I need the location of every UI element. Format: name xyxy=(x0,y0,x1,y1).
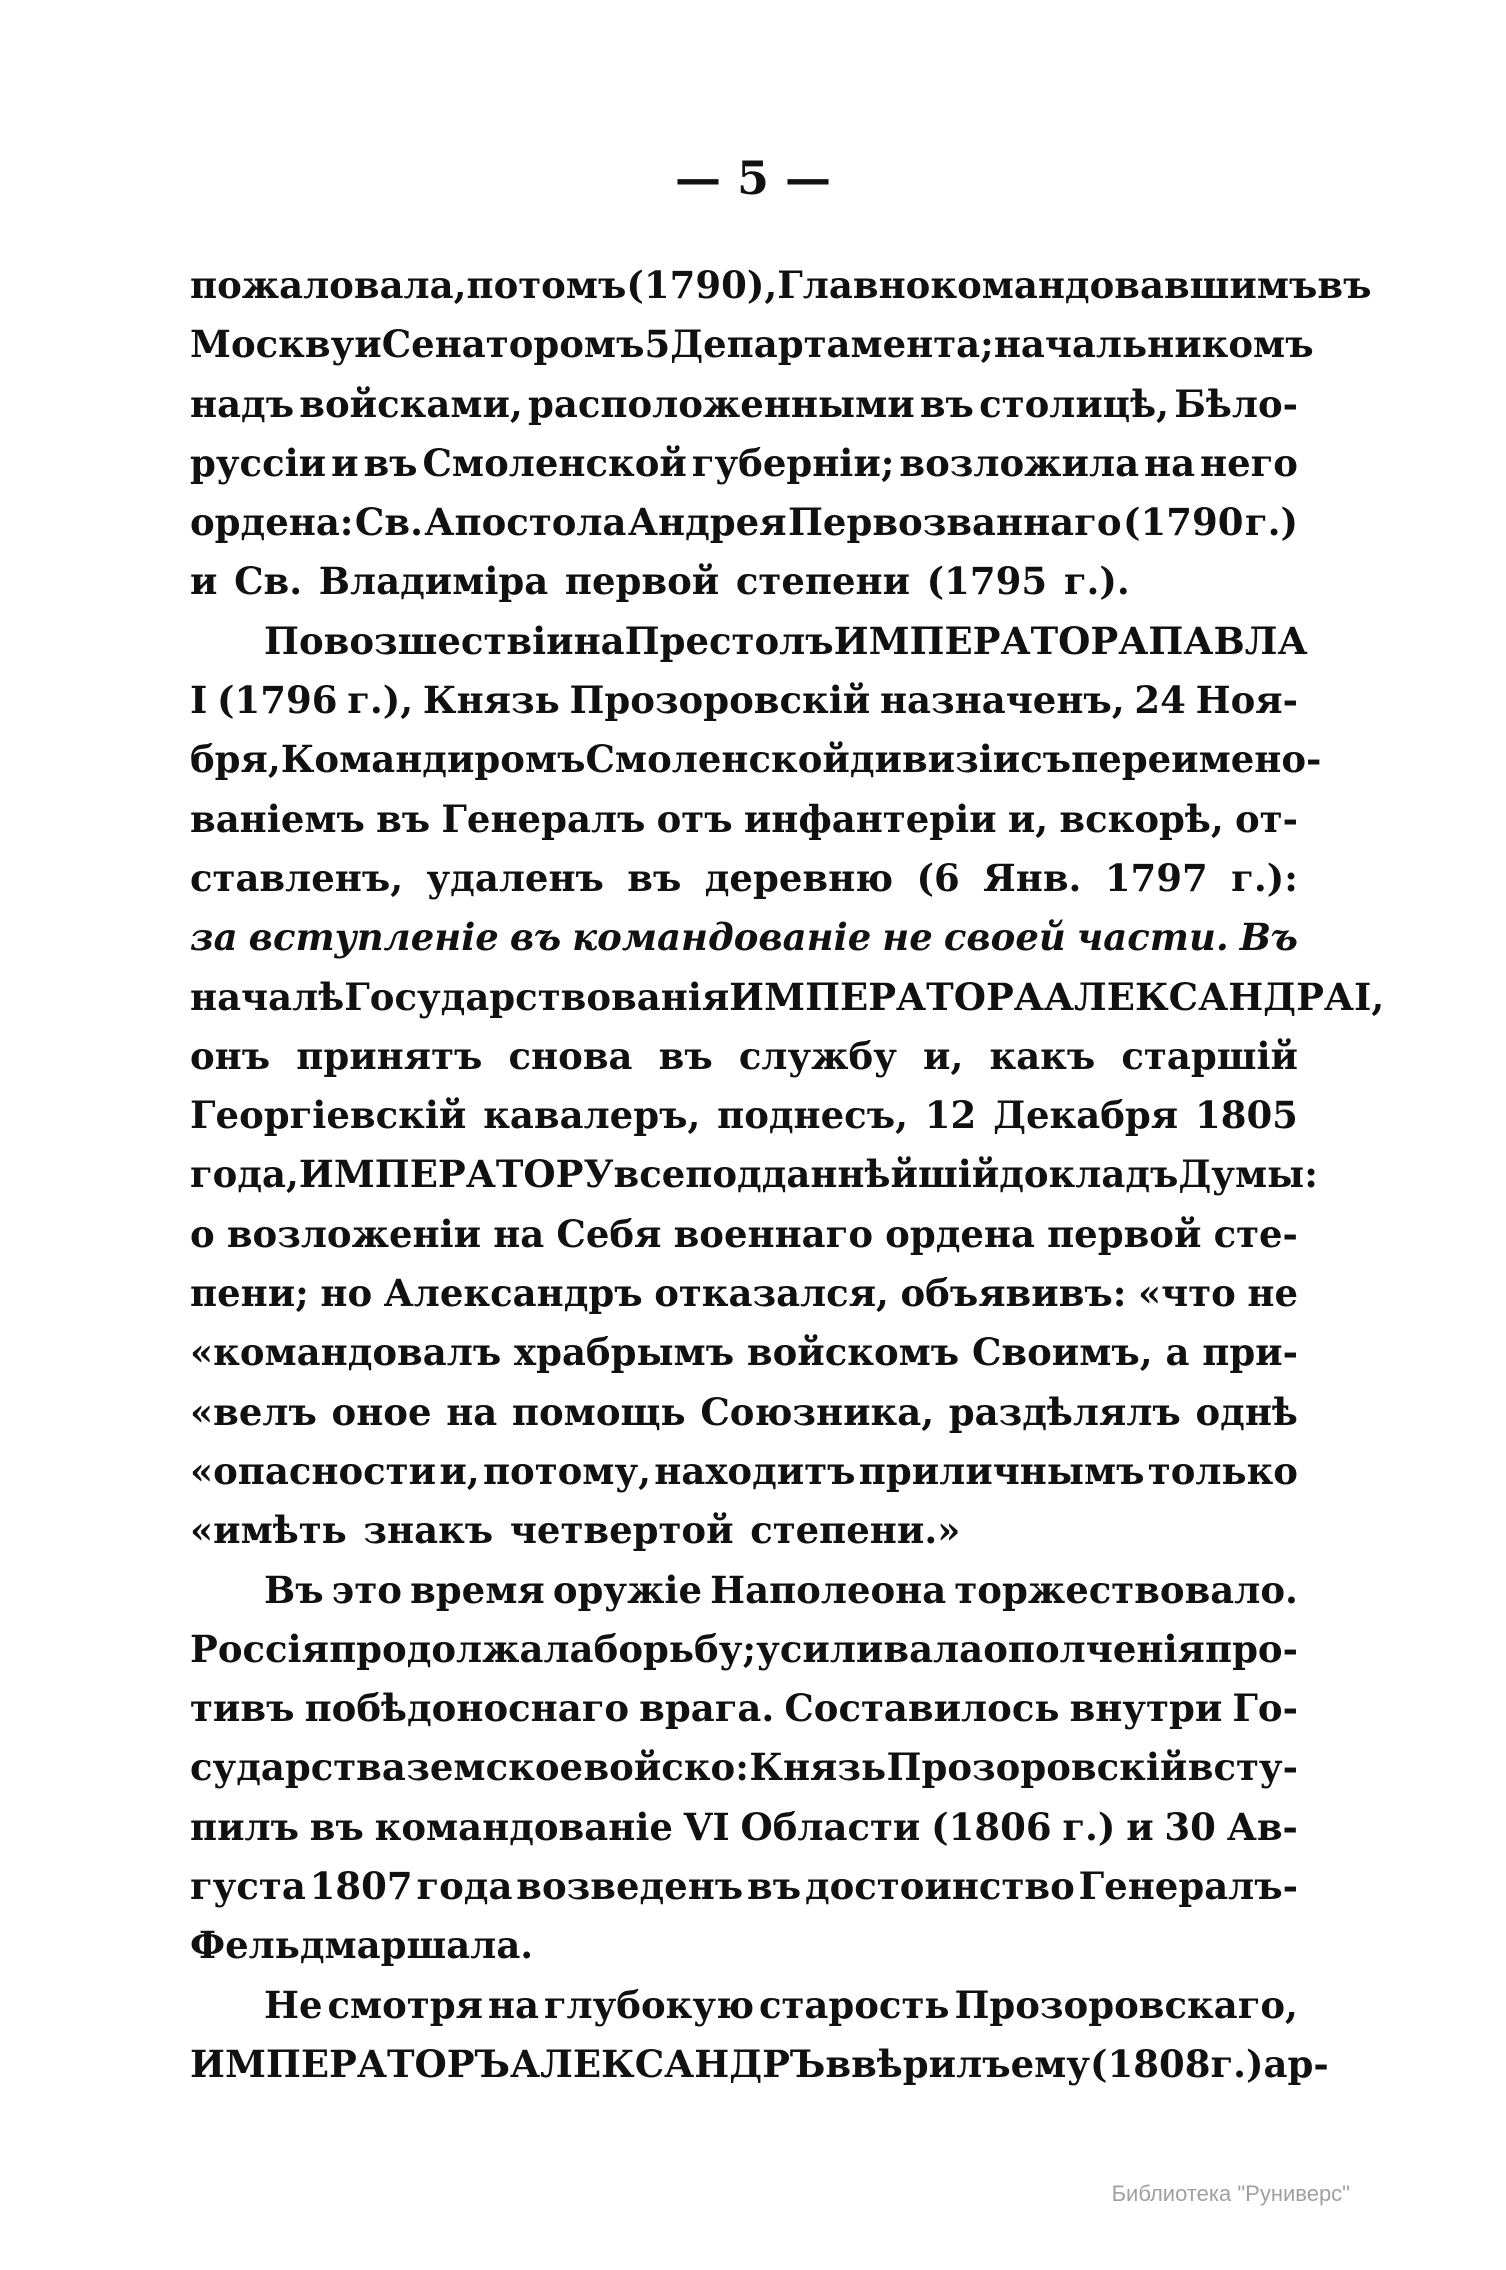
text-line xyxy=(190,552,1298,611)
word: Сенаторомъ xyxy=(381,322,645,367)
text-line xyxy=(190,1323,1298,1382)
word: Ноя- xyxy=(1195,678,1298,723)
word: возведенъ xyxy=(516,1864,744,1909)
word: возшествіи xyxy=(323,618,574,663)
word: ввѣрилъ xyxy=(825,2041,1011,2086)
text-line xyxy=(190,1442,1298,1501)
word: г.), xyxy=(347,678,414,723)
text-line xyxy=(190,434,1298,493)
text-line xyxy=(190,1798,1298,1857)
word: года xyxy=(416,1864,513,1909)
word: надъ xyxy=(190,381,295,426)
word: Наполеона xyxy=(710,1567,947,1612)
word: I xyxy=(190,678,208,723)
word: Прозоровскаго, xyxy=(954,1982,1298,2027)
word: Бѣло- xyxy=(1174,381,1298,426)
word: Св. xyxy=(354,500,423,545)
word: Своимъ, xyxy=(971,1330,1153,1375)
word: 12 xyxy=(924,1093,977,1138)
word: VI xyxy=(683,1804,730,1849)
word: Александръ xyxy=(383,1271,643,1316)
page-number: — 5 — xyxy=(674,151,832,205)
word: расположенными xyxy=(528,381,915,426)
word: сте- xyxy=(1213,1211,1298,1256)
word: Въ xyxy=(1239,915,1298,960)
word: оное xyxy=(331,1389,432,1434)
word: потому, xyxy=(482,1448,652,1493)
word: побѣдоноснаго xyxy=(304,1686,630,1731)
text-line xyxy=(190,1857,1298,1916)
word: войсками, xyxy=(299,381,523,426)
word: 5 xyxy=(644,322,671,367)
word: Себя xyxy=(556,1211,662,1256)
text-line xyxy=(190,849,1298,908)
word: про- xyxy=(1204,1626,1298,1671)
word: своей xyxy=(943,915,1066,960)
word: (1795 xyxy=(926,559,1048,604)
word: въ xyxy=(309,1804,364,1849)
word: Владиміра xyxy=(318,559,549,604)
text-line xyxy=(190,1561,1298,1620)
word: степени xyxy=(735,559,911,604)
word: Декабря xyxy=(993,1093,1179,1138)
word: потомъ xyxy=(466,263,627,307)
text-line xyxy=(190,1027,1298,1086)
word: первой xyxy=(1047,1211,1202,1256)
text-line xyxy=(190,612,1308,671)
text-line xyxy=(190,1916,1298,1975)
word: вступленіе xyxy=(248,915,499,960)
word: Составилось xyxy=(784,1686,1060,1731)
word: г.): xyxy=(1231,855,1298,900)
word: «имѣть xyxy=(190,1508,347,1553)
word: от- xyxy=(1234,796,1298,841)
text-line xyxy=(190,1679,1298,1738)
word: храбрымъ xyxy=(514,1330,735,1375)
text-line xyxy=(190,2035,1329,2094)
word: службу xyxy=(738,1033,897,1078)
word: Генералъ xyxy=(441,796,646,841)
word: помощь xyxy=(511,1389,686,1434)
word: Главнокомандовавшимъ xyxy=(777,263,1318,307)
word: снова xyxy=(508,1033,633,1078)
text-line xyxy=(190,375,1298,434)
word: отъ xyxy=(656,796,733,841)
word: Генералъ- xyxy=(1078,1864,1298,1909)
word: него xyxy=(1199,440,1298,485)
word: Андрея xyxy=(627,500,787,545)
word: находитъ xyxy=(654,1448,856,1493)
word: Апостола xyxy=(424,500,627,545)
word: старость xyxy=(758,1982,950,2027)
word: Смоленской xyxy=(422,440,687,485)
word: и, xyxy=(923,1033,964,1078)
word: 30 xyxy=(1164,1804,1216,1849)
word: Не xyxy=(264,1982,323,2027)
word: Москву xyxy=(190,322,355,367)
word: военнаго xyxy=(673,1211,873,1256)
text-line xyxy=(190,315,1314,374)
word: въ xyxy=(658,1033,713,1078)
word: въ xyxy=(363,440,418,485)
word: «велъ xyxy=(190,1389,317,1434)
word: Го- xyxy=(1232,1686,1298,1731)
word: поднесъ, xyxy=(717,1093,908,1138)
word: Государствованія xyxy=(344,974,730,1019)
word: г.) xyxy=(1244,500,1298,545)
word: степени.» xyxy=(750,1508,961,1553)
word: принятъ xyxy=(296,1033,483,1078)
word: старшій xyxy=(1121,1033,1298,1078)
word: «что xyxy=(1138,1271,1236,1316)
text-line xyxy=(190,1205,1298,1264)
word: войско: xyxy=(583,1745,749,1790)
word: (1790), xyxy=(626,263,778,307)
word: въ xyxy=(509,915,562,960)
word: деревню xyxy=(704,855,894,900)
word: началѣ xyxy=(190,974,345,1019)
word: бря, xyxy=(190,737,281,782)
word: 1807 xyxy=(309,1864,413,1909)
word: не xyxy=(1247,1271,1298,1316)
word: АЛЕКСАНДРА xyxy=(1043,974,1355,1019)
word: ИМПЕРАТОРА xyxy=(833,618,1149,663)
text-line xyxy=(190,1976,1298,2035)
word: приличнымъ xyxy=(858,1448,1145,1493)
text-line xyxy=(190,1086,1298,1145)
word: назначенъ, xyxy=(879,678,1125,723)
word: четвертой xyxy=(509,1508,734,1553)
word: войскомъ xyxy=(746,1330,960,1375)
word: возложеніи xyxy=(226,1211,482,1256)
word: ИМПЕРАТОРЪ xyxy=(190,2041,510,2086)
word: и xyxy=(331,440,359,485)
word: Первозваннаго xyxy=(787,500,1122,545)
word: (1790 xyxy=(1122,500,1244,545)
word: Георгіевскій xyxy=(190,1093,467,1138)
word: на xyxy=(446,1389,498,1434)
word: ордена: xyxy=(190,500,354,545)
word: отказался, xyxy=(654,1271,889,1316)
word: глубокую xyxy=(543,1982,755,2027)
word: 1797 xyxy=(1104,855,1208,900)
word: это xyxy=(331,1567,402,1612)
word: пени; xyxy=(190,1271,309,1316)
word: губерніи; xyxy=(691,440,895,485)
word: ополченія xyxy=(983,1626,1205,1671)
word: всту- xyxy=(1187,1745,1298,1790)
word: Командиромъ xyxy=(280,737,586,782)
word: кавалеръ, xyxy=(483,1093,701,1138)
word: пожаловала, xyxy=(190,263,467,307)
word: объявивъ: xyxy=(900,1271,1127,1316)
word: онъ xyxy=(190,1033,271,1078)
word: Думы: xyxy=(1178,1152,1318,1197)
word: тивъ xyxy=(190,1686,295,1731)
word: ИМПЕРАТОРУ xyxy=(298,1152,614,1197)
word: «опасности xyxy=(190,1448,437,1493)
word: и, xyxy=(439,1448,480,1493)
word: ему xyxy=(1010,2041,1090,2086)
word: но xyxy=(320,1271,373,1316)
word: I, xyxy=(1354,974,1385,1019)
word: первой xyxy=(564,559,720,604)
word: докладъ xyxy=(999,1152,1179,1197)
word: ставленъ, xyxy=(190,855,404,900)
word: въ xyxy=(1317,263,1372,307)
word: Области xyxy=(740,1804,921,1849)
word: пилъ xyxy=(190,1804,299,1849)
text-line xyxy=(190,1145,1318,1204)
word: руссіи xyxy=(190,440,327,485)
word: г.) xyxy=(1210,2041,1264,2086)
text-line xyxy=(190,1738,1298,1797)
word: какъ xyxy=(989,1033,1096,1078)
word: въ xyxy=(919,381,974,426)
library-watermark: Библиотека "Руниверс" xyxy=(1111,2181,1350,2206)
word: торжествовало. xyxy=(954,1567,1298,1612)
word: на xyxy=(487,1982,539,2027)
word: только xyxy=(1147,1448,1298,1493)
word: ИМПЕРАТОРА xyxy=(729,974,1044,1019)
word: По xyxy=(264,618,324,663)
word: ар- xyxy=(1263,2041,1329,2086)
word: части. xyxy=(1076,915,1229,960)
word: знакъ xyxy=(363,1508,494,1553)
word: ПАВЛА xyxy=(1148,618,1308,663)
text-line xyxy=(190,1620,1298,1679)
word: командованіе xyxy=(572,915,872,960)
word: раздѣлялъ xyxy=(948,1389,1181,1434)
word: усиливала xyxy=(756,1626,984,1671)
word: и, xyxy=(1007,796,1049,841)
word: г.) xyxy=(1062,1804,1116,1849)
word: въ xyxy=(747,1864,802,1909)
word: всеподданнѣйшій xyxy=(613,1152,1000,1197)
word: и xyxy=(190,559,218,604)
word: Престолъ xyxy=(624,618,834,663)
text-line xyxy=(190,968,1385,1027)
word: года, xyxy=(190,1152,299,1197)
word: густа xyxy=(190,1864,306,1909)
word: борьбу; xyxy=(593,1626,757,1671)
word: дивизіи xyxy=(849,737,1021,782)
word: переимено- xyxy=(1071,737,1322,782)
word: Князь xyxy=(749,1745,887,1790)
word: командованіе xyxy=(374,1804,673,1849)
word: на xyxy=(493,1211,545,1256)
word: Смоленской xyxy=(585,737,850,782)
word: и xyxy=(1126,1804,1154,1849)
word: Фельдмаршала. xyxy=(190,1923,534,1968)
word: удаленъ xyxy=(426,855,604,900)
word: о xyxy=(190,1211,215,1256)
text-line xyxy=(190,730,1322,789)
word: достоинство xyxy=(804,1864,1075,1909)
text-line xyxy=(190,256,1372,315)
text-line xyxy=(190,1383,1298,1442)
word: сударства xyxy=(190,1745,406,1790)
word: врага. xyxy=(639,1686,775,1731)
word: 1805 xyxy=(1194,1093,1298,1138)
word: (6 xyxy=(916,855,960,900)
word: столицѣ, xyxy=(979,381,1170,426)
word: начальникомъ xyxy=(993,322,1314,367)
word: за xyxy=(190,915,238,960)
word: Ав- xyxy=(1226,1804,1298,1849)
word: Янв. xyxy=(983,855,1082,900)
text-line xyxy=(190,790,1298,849)
body-text xyxy=(190,256,1385,2094)
text-line xyxy=(190,493,1298,552)
word: (1808 xyxy=(1089,2041,1211,2086)
text-line xyxy=(190,1501,1298,1560)
word: на xyxy=(1143,440,1196,485)
word: не xyxy=(882,915,933,960)
word: Св. xyxy=(234,559,303,604)
word: Въ xyxy=(264,1567,324,1612)
word: а xyxy=(1165,1330,1190,1375)
text-line xyxy=(190,671,1298,730)
word: Россія xyxy=(190,1626,329,1671)
word: Департамента; xyxy=(670,322,994,367)
word: въ xyxy=(376,796,431,841)
word: АЛЕКСАНДРЪ xyxy=(510,2041,826,2086)
word: инфантеріи xyxy=(743,796,997,841)
word: Прозоровскій xyxy=(886,1745,1188,1790)
word: ордена xyxy=(885,1211,1035,1256)
word: оружіе xyxy=(552,1567,703,1612)
word: 24 xyxy=(1134,678,1186,723)
word: (1796 xyxy=(217,678,338,723)
word: внутри xyxy=(1069,1686,1223,1731)
word: смотря xyxy=(327,1982,483,2027)
word: въ xyxy=(627,855,682,900)
word: возложила xyxy=(899,440,1140,485)
word: съ xyxy=(1020,737,1072,782)
word: и xyxy=(354,322,382,367)
word: Князь xyxy=(422,678,560,723)
word: ваніемъ xyxy=(190,796,365,841)
word: вскорѣ, xyxy=(1059,796,1224,841)
word: однѣ xyxy=(1195,1389,1298,1434)
word: земское xyxy=(406,1745,584,1790)
word: Прозоровскій xyxy=(569,678,871,723)
word: Союзника, xyxy=(700,1389,935,1434)
word: продолжала xyxy=(329,1626,594,1671)
word: время xyxy=(410,1567,545,1612)
word: «командовалъ xyxy=(190,1330,502,1375)
word: при- xyxy=(1202,1330,1298,1375)
text-line xyxy=(190,1264,1298,1323)
word: на xyxy=(573,618,625,663)
word: г.). xyxy=(1063,559,1130,604)
text-line xyxy=(190,908,1298,967)
word: (1806 xyxy=(931,1804,1052,1849)
